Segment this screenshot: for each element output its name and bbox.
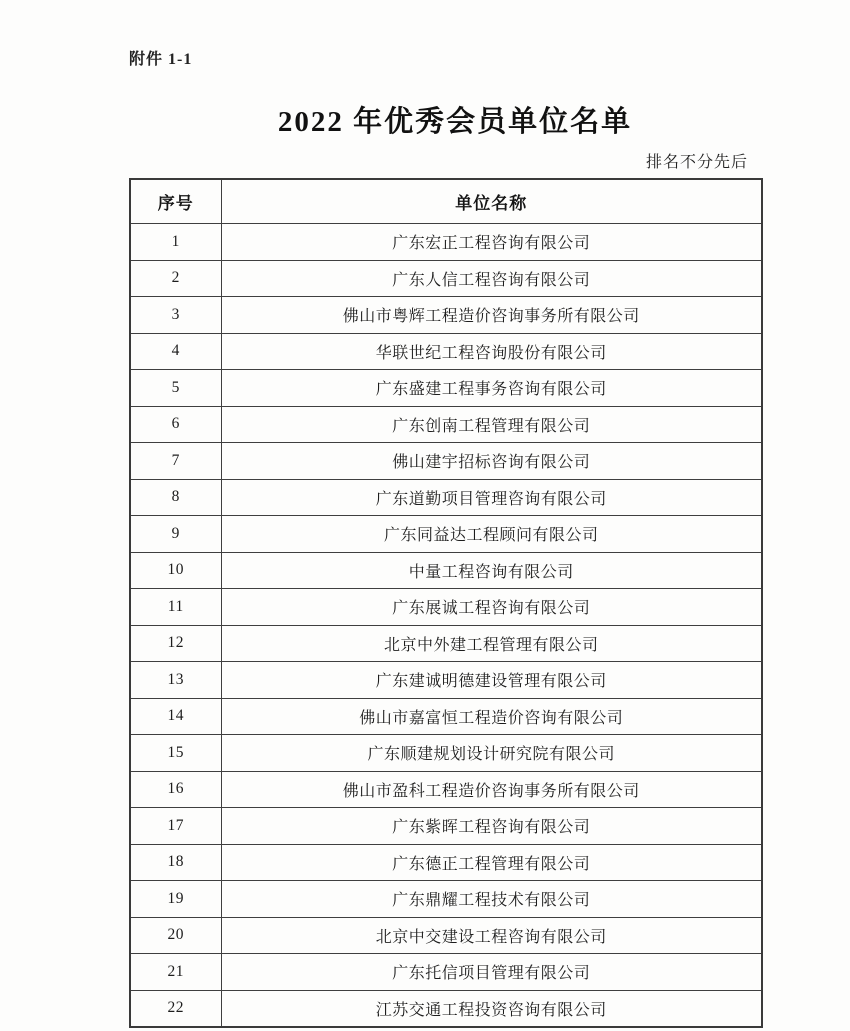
table-row (130, 370, 762, 407)
column-header-unit-name: 单位名称 (221, 179, 762, 224)
unit-name-cell: 华联世纪工程咨询股份有限公司 (221, 333, 762, 370)
unit-name-cell: 广东道勤项目管理咨询有限公司 (221, 479, 762, 516)
unit-name-cell: 中量工程咨询有限公司 (221, 552, 762, 589)
unit-name-cell: 广东顺建规划设计研究院有限公司 (221, 735, 762, 772)
serial-cell: 22 (130, 990, 221, 1027)
table-row (130, 844, 762, 881)
table-row (130, 698, 762, 735)
serial-cell: 15 (130, 735, 221, 772)
table-row (130, 333, 762, 370)
table-row (130, 224, 762, 261)
table-row (130, 662, 762, 699)
unit-name-cell: 北京中外建工程管理有限公司 (221, 625, 762, 662)
serial-cell: 20 (130, 917, 221, 954)
unit-name-cell: 广东人信工程咨询有限公司 (221, 260, 762, 297)
table-row (130, 808, 762, 845)
serial-cell: 9 (130, 516, 221, 553)
page-title: 2022 年优秀会员单位名单 (277, 106, 633, 138)
serial-cell: 1 (130, 224, 221, 261)
table-row (130, 771, 762, 808)
serial-cell: 2 (130, 260, 221, 297)
table-header-row (130, 179, 762, 224)
serial-cell: 3 (130, 297, 221, 334)
serial-cell: 8 (130, 479, 221, 516)
unit-name-cell: 北京中交建设工程咨询有限公司 (221, 917, 762, 954)
serial-cell: 7 (130, 443, 221, 480)
unit-name-cell: 广东展诚工程咨询有限公司 (221, 589, 762, 626)
member-units-table (129, 178, 763, 1028)
unit-name-cell: 佛山市盈科工程造价咨询事务所有限公司 (221, 771, 762, 808)
table-row (130, 917, 762, 954)
serial-cell: 4 (130, 333, 221, 370)
unit-name-cell: 广东托信项目管理有限公司 (221, 954, 762, 991)
unit-name-cell: 佛山市嘉富恒工程造价咨询有限公司 (221, 698, 762, 735)
table-row (130, 443, 762, 480)
serial-cell: 11 (130, 589, 221, 626)
unit-name-cell: 佛山建宇招标咨询有限公司 (221, 443, 762, 480)
serial-cell: 5 (130, 370, 221, 407)
serial-cell: 13 (130, 662, 221, 699)
table-row (130, 589, 762, 626)
serial-cell: 21 (130, 954, 221, 991)
unit-name-cell: 广东宏正工程咨询有限公司 (221, 224, 762, 261)
unit-name-cell: 广东盛建工程事务咨询有限公司 (221, 370, 762, 407)
table-row (130, 297, 762, 334)
serial-cell: 10 (130, 552, 221, 589)
ranking-note: 排名不分先后 (645, 154, 748, 171)
attachment-label: 附件 1-1 (129, 51, 193, 68)
serial-cell: 12 (130, 625, 221, 662)
unit-name-cell: 广东紫晖工程咨询有限公司 (221, 808, 762, 845)
table-row (130, 552, 762, 589)
table-body (130, 224, 762, 1028)
table-row (130, 406, 762, 443)
table-row (130, 516, 762, 553)
table-row (130, 954, 762, 991)
unit-name-cell: 广东德正工程管理有限公司 (221, 844, 762, 881)
unit-name-cell: 广东同益达工程顾问有限公司 (221, 516, 762, 553)
serial-cell: 6 (130, 406, 221, 443)
unit-name-cell: 广东建诚明德建设管理有限公司 (221, 662, 762, 699)
unit-name-cell: 广东创南工程管理有限公司 (221, 406, 762, 443)
table-row (130, 625, 762, 662)
serial-cell: 19 (130, 881, 221, 918)
column-header-serial: 序号 (130, 179, 221, 224)
unit-name-cell: 江苏交通工程投资咨询有限公司 (221, 990, 762, 1027)
unit-name-cell: 佛山市粤辉工程造价咨询事务所有限公司 (221, 297, 762, 334)
serial-cell: 17 (130, 808, 221, 845)
table-row (130, 735, 762, 772)
table-row (130, 881, 762, 918)
table-row (130, 479, 762, 516)
table-row (130, 260, 762, 297)
serial-cell: 16 (130, 771, 221, 808)
serial-cell: 18 (130, 844, 221, 881)
table-row (130, 990, 762, 1027)
unit-name-cell: 广东鼎耀工程技术有限公司 (221, 881, 762, 918)
serial-cell: 14 (130, 698, 221, 735)
